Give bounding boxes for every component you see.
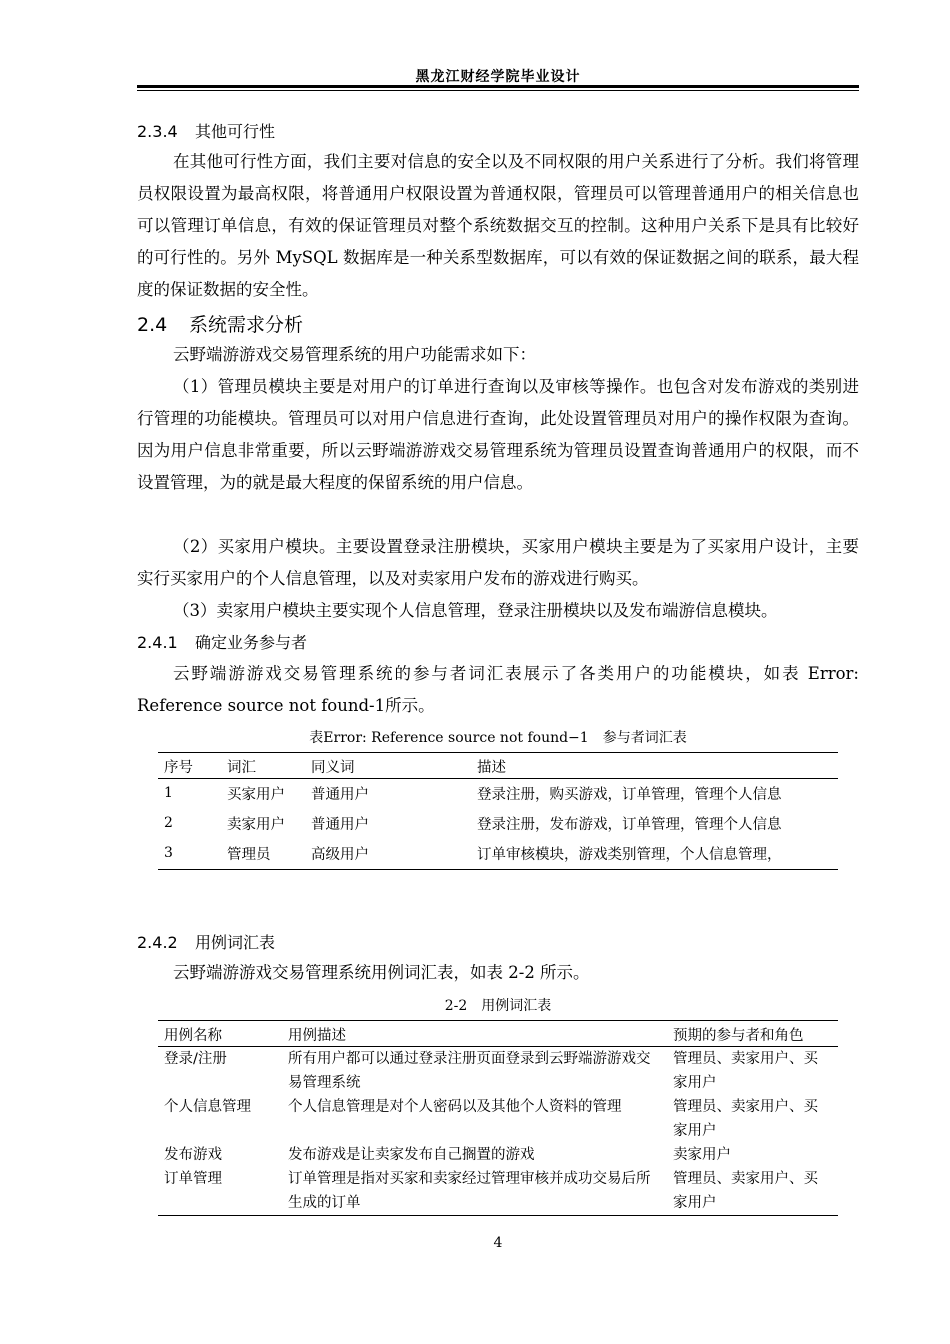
paragraph-admin-module: （1）管理员模块主要是对用户的订单进行查询以及审核等操作。也包含对发布游戏的类别进行管理的功能模块。管理员可以对用户信息进行查询，此处设置管理员对用户的操作权限为查询。因为用户信息非常重要，所以云野端游游戏交易管理系统为管理员设置查询普通用户的权限，而不设置管理，为的就是最大程度的保留系统的用户信息。 — [137, 377, 859, 492]
heading-text: 用例词汇表 — [195, 933, 276, 952]
table-row — [158, 1143, 838, 1167]
heading-text: 确定业务参与者 — [195, 633, 308, 652]
cell-actors: 管理员、卖家用户、买家用户 — [667, 1167, 838, 1216]
column-header: 同义词 — [305, 753, 471, 779]
cell-synonym: 普通用户 — [311, 817, 369, 833]
table-row — [158, 809, 838, 839]
header-rule-thick — [137, 85, 859, 88]
heading-text: 其他可行性 — [195, 122, 276, 141]
cell-use-case-description: 发布游戏是让卖家发布自己搁置的游戏 — [288, 1147, 535, 1163]
table-caption-use-case: 2-2 用例词汇表 — [444, 998, 552, 1014]
use-case-table — [158, 1020, 838, 1216]
cell-use-case-name: 登录/注册 — [164, 1051, 227, 1067]
column-header: 描述 — [471, 753, 838, 779]
cell-number: 1 — [164, 785, 173, 801]
cell-description: 订单审核模块，游戏类别管理，个人信息管理， — [471, 839, 838, 870]
page-header-title: 黑龙江财经学院毕业设计 — [415, 69, 581, 85]
cell-term: 管理员 — [221, 839, 305, 870]
paragraph-seller-module: （3）卖家用户模块主要实现个人信息管理，登录注册模块以及发布端游信息模块。 — [173, 601, 778, 620]
page-number: 4 — [493, 1235, 503, 1251]
heading-number: 2.4.1 — [137, 633, 178, 652]
cell-actors: 管理员、卖家用户、买家用户 — [673, 1051, 818, 1091]
cell-description: 登录注册，购买游戏，订单管理，管理个人信息 — [477, 787, 782, 803]
column-header: 用例名称 — [158, 1021, 282, 1047]
table-row — [158, 779, 838, 810]
heading-number: 2.3.4 — [137, 122, 178, 141]
table-row — [158, 839, 838, 870]
participants-table — [158, 752, 838, 870]
paragraph-use-case: 云野端游游戏交易管理系统用例词汇表，如表 2-2 所示。 — [173, 963, 590, 982]
cell-actors: 卖家用户 — [673, 1147, 731, 1163]
cell-term: 买家用户 — [227, 787, 285, 803]
heading-2-3-4 — [137, 119, 275, 142]
paragraph-participants: 云野端游游戏交易管理系统的参与者词汇表展示了各类用户的功能模块，如表 Error: Reference source not found-1所示。 — [137, 664, 859, 715]
cell-use-case-name: 订单管理 — [158, 1167, 282, 1216]
cell-use-case-name: 个人信息管理 — [164, 1099, 251, 1115]
table-row — [158, 1095, 838, 1143]
heading-2-4 — [137, 310, 303, 337]
cell-description: 登录注册，发布游戏，订单管理，管理个人信息 — [477, 817, 782, 833]
table-caption-participants: 表Error: Reference source not found−1 参与者词汇表 — [309, 730, 687, 746]
column-header: 预期的参与者和角色 — [667, 1021, 838, 1047]
heading-number: 2.4.2 — [137, 933, 178, 952]
cell-term: 卖家用户 — [227, 817, 285, 833]
cell-use-case-description: 所有用户都可以通过登录注册页面登录到云野端游游戏交易管理系统 — [288, 1051, 651, 1091]
cell-number: 3 — [158, 839, 221, 870]
table-row — [158, 1047, 838, 1096]
header-rule-thin — [137, 90, 859, 91]
cell-actors: 管理员、卖家用户、买家用户 — [673, 1099, 818, 1139]
paragraph-buyer-module: （2）买家用户模块。主要设置登录注册模块，买家用户模块主要是为了买家用户设计，主要实行买家用户的个人信息管理，以及对卖家用户发布的游戏进行购买。 — [137, 537, 859, 588]
cell-number: 2 — [164, 815, 173, 831]
cell-synonym: 普通用户 — [311, 787, 369, 803]
column-header: 词汇 — [221, 753, 305, 779]
cell-use-case-description: 个人信息管理是对个人密码以及其他个人资料的管理 — [288, 1099, 622, 1115]
cell-use-case-description: 订单管理是指对买家和卖家经过管理审核并成功交易后所生成的订单 — [282, 1167, 667, 1216]
column-header: 用例描述 — [282, 1021, 667, 1047]
paragraph-requirements-intro: 云野端游游戏交易管理系统的用户功能需求如下： — [173, 345, 536, 364]
heading-text: 系统需求分析 — [189, 314, 304, 336]
cell-synonym: 高级用户 — [305, 839, 471, 870]
heading-2-4-2 — [137, 930, 275, 953]
paragraph-other-feasibility: 在其他可行性方面，我们主要对信息的安全以及不同权限的用户关系进行了分析。我们将管理员权限设置为最高权限，将普通用户权限设置为普通权限，管理员可以管理普通用户的相关信息也可以管理订单信息，有效的保证管理员对整个系统数据交互的控制。这种用户关系下是具有比较好的可行性的。另外 MySQL 数据库是一种关系型数据库，可以有效的保证数据之间的联系，最大程度的保证数据的安全性。 — [137, 152, 859, 299]
table-header-row — [158, 1021, 838, 1047]
heading-number: 2.4 — [137, 314, 168, 336]
heading-2-4-1 — [137, 630, 307, 653]
cell-use-case-name: 发布游戏 — [164, 1147, 222, 1163]
column-header: 序号 — [158, 753, 221, 779]
table-header-row — [158, 753, 838, 779]
table-row — [158, 1167, 838, 1216]
